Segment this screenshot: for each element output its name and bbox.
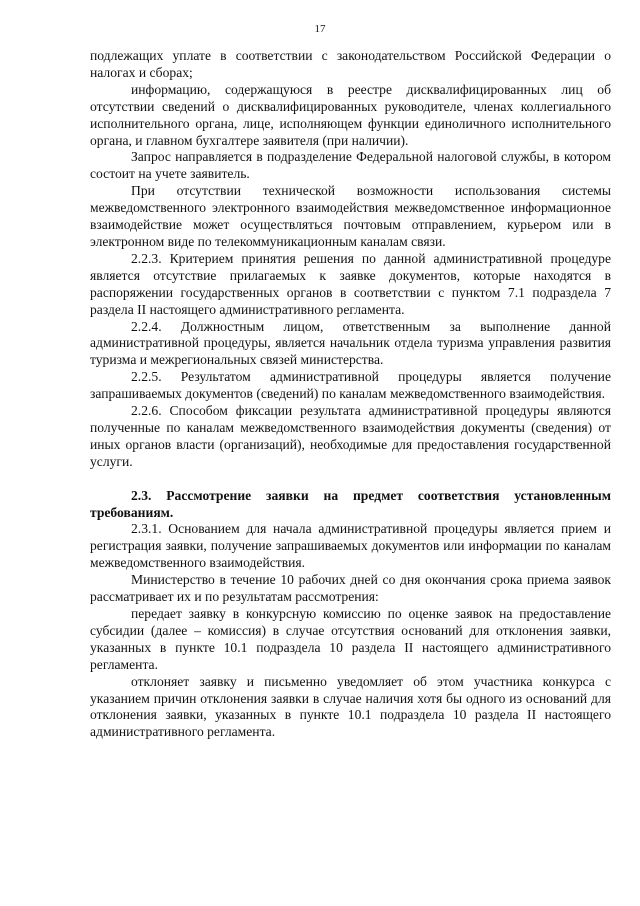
paragraph-disqualified-registry: информацию, содержащуюся в реестре дисквалифицированных лиц об отсутствии сведений о дисквалифицированных руководителе, членах коллегиального исполнительного органа, лице, исполняющем функции единоличного исполнительного органа, и главном бухгалтере заявителя (при наличии). — [90, 81, 611, 148]
paragraph-request-destination: Запрос направляется в подразделение Федеральной налоговой службы, в котором состоит на учете заявитель. — [90, 149, 611, 182]
paragraph-2-3-1: 2.3.1. Основанием для начала административной процедуры является прием и регистрация заявки, получение запрашиваемых документов или информации по каналам межведомственного взаимодействия. — [90, 521, 611, 571]
page-number: 17 — [314, 23, 326, 35]
paragraph-tax-continuation: подлежащих уплате в соответствии с законодательством Российской Федерации о налогах и сборах; — [90, 48, 611, 80]
paragraph-no-technical-possibility: При отсутствии технической возможности использования системы межведомственного электронного взаимодействия межведомственное информационное взаимодействие может осуществляться почтовым отправлением, курьером или в электронном виде по телекоммуникационным каналам связи. — [90, 183, 611, 249]
paragraph-2-2-4: 2.2.4. Должностным лицом, ответственным за выполнение данной административной процедуры, является начальник отдела туризма управления развития туризма и межрегиональных связей министерства. — [90, 318, 611, 368]
paragraph-2-2-5: 2.2.5. Результатом административной процедуры является получение запрашиваемых документов (сведений) по каналам межведомственного взаимодействия. — [90, 369, 611, 402]
paragraph-reject-application: отклоняет заявку и письменно уведомляет об этом участника конкурса с указанием причин отклонения заявки в случае наличия хотя бы одного из оснований для отклонения заявки, указанных в пункте 10.1 подраздела 10 раздела II настоящего административного регламента. — [90, 673, 611, 740]
paragraph-2-2-6: 2.2.6. Способом фиксации результата административной процедуры являются полученные по каналам межведомственного взаимодействия документы (сведения) от иных органов власти (организаций), необходимые для предоставления государственной услуги. — [90, 403, 611, 469]
paragraph-transfer-to-commission: передает заявку в конкурсную комиссию по оценке заявок на предоставление субсидии (далее – комиссия) в случае отсутствия оснований для отклонения заявки, указанных в пункте 10.1 подраздела 10 раздела II настоящего административного регламента. — [90, 606, 611, 672]
paragraph-2-2-3: 2.2.3. Критерием принятия решения по данной административной процедуре является отсутствие прилагаемых к заявке документов, которые находятся в распоряжении государственных органов в соответствии с пунктом 7.1 подраздела 7 раздела II настоящего административного регламента. — [90, 250, 611, 317]
section-heading-2-3: 2.3. Рассмотрение заявки на предмет соответствия установленным требованиям. — [90, 487, 611, 520]
document-body — [90, 48, 611, 741]
paragraph-ministry-review: Министерство в течение 10 рабочих дней со дня окончания срока приема заявок рассматривает их и по результатам рассмотрения: — [90, 572, 611, 605]
